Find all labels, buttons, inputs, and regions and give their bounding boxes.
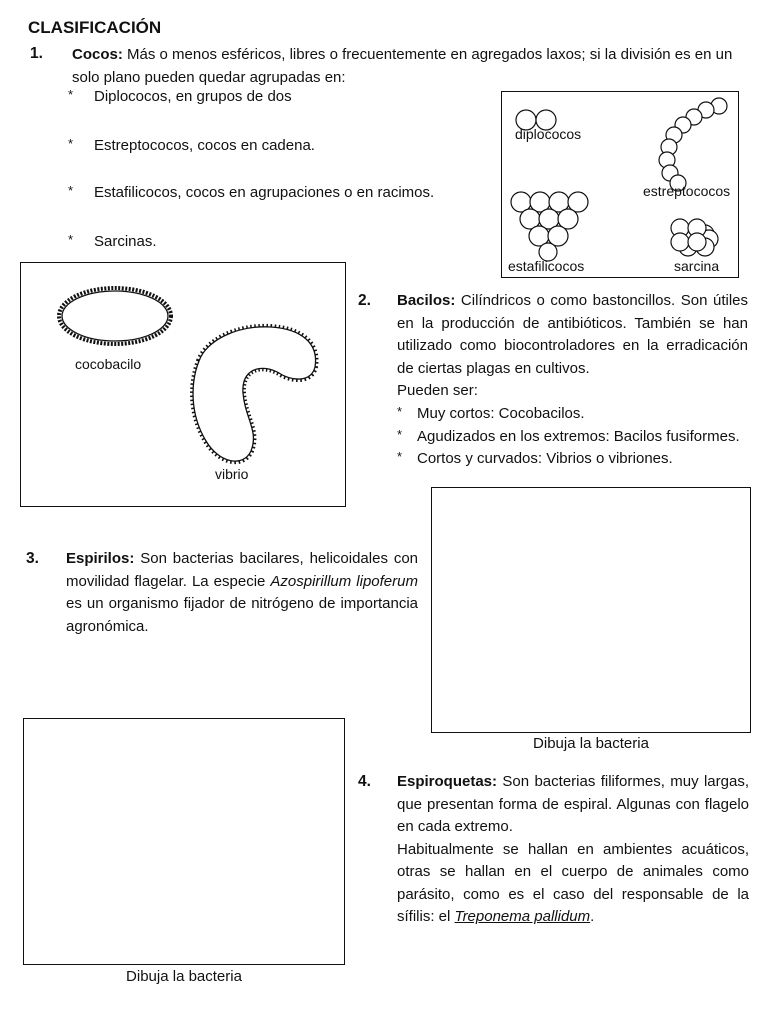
bullet-marker: * <box>397 404 403 419</box>
bullet-marker: * <box>68 183 74 198</box>
bullet-marker: * <box>397 449 403 464</box>
section-1-number: 1. <box>30 45 43 62</box>
label-estreptococos: estreptococos <box>643 183 731 199</box>
label-estafilicocos: estafilicocos <box>508 258 585 274</box>
bacilos-illustration <box>21 263 345 506</box>
bullet-text: Estreptococos, cocos en cadena. <box>94 136 315 154</box>
page-title: CLASIFICACIÓN <box>28 18 162 37</box>
drawing-box-espirilos[interactable] <box>431 487 751 733</box>
section-4-species: Treponema pallidum <box>454 908 591 925</box>
section-3-species: Azospirillum lipoferum <box>270 572 418 590</box>
bullet-marker: * <box>68 231 74 247</box>
label-cocobacilo: cocobacilo <box>75 356 142 372</box>
section-3-text-a: Son bacterias bacilares, helicoidales con movilidad flagelar. La especie <box>66 550 418 590</box>
section-4-para-b <box>397 839 749 929</box>
label-vibrio: vibrio <box>215 466 249 482</box>
bacilos-figure <box>20 262 346 507</box>
bullet-estafilicocos <box>68 182 488 205</box>
caption-espirilos: Dibuja la bacteria <box>533 735 649 752</box>
bullet-text: Agudizados en los extremos: Bacilos fusiformes. <box>417 427 740 445</box>
bullet-text: Diplococos, en grupos de dos <box>94 88 292 105</box>
section-4-body <box>397 771 749 929</box>
bullet-text: Estafilicocos, cocos en agrupaciones o en racimos. <box>94 184 435 201</box>
section-4-end: . <box>590 908 595 925</box>
section-2-number: 2. <box>358 292 371 309</box>
bullet-estreptococos <box>68 135 488 158</box>
bullet-sarcinas <box>68 231 488 254</box>
bullet-text: Muy cortos: Cocobacilos. <box>417 405 585 422</box>
section-2-pueden: Pueden ser: <box>397 382 478 399</box>
section-3-number: 3. <box>26 550 39 567</box>
section-3-heading: Espirilos: <box>66 550 135 567</box>
bullet-cocobacilos <box>397 403 757 426</box>
bullet-marker: * <box>397 426 403 442</box>
section-2-text: Cilíndricos o como bastoncillos. Son útiles en la producción de antibióticos. También se han utilizado como biocontroladores en la erradicación de ciertas plagas en cultivos. <box>397 292 748 377</box>
section-1-intro <box>72 44 748 89</box>
section-4-text-b: Habitualmente se hallan en ambientes acuáticos, otras se hallan en el cuerpo de animales como parásito, como es el caso del responsable de la sífilis: el <box>397 840 749 925</box>
bullet-marker: * <box>68 87 74 102</box>
section-4-heading: Espiroquetas: <box>397 773 498 790</box>
section-2-heading: Bacilos: <box>397 292 456 309</box>
section-3-body <box>66 548 418 638</box>
section-4-number: 4. <box>358 773 371 790</box>
section-1-heading: Cocos: <box>72 46 123 63</box>
bullet-fusiformes <box>397 426 757 449</box>
bullet-vibrios <box>397 448 757 471</box>
section-1-bullets <box>68 86 488 253</box>
section-4-text-a: Son bacterias filiformes, muy largas, que presentan forma de espiral. Algunas con flagelo en cada extremo. <box>397 773 749 835</box>
bullet-text: Cortos y curvados: Vibrios o vibriones. <box>417 450 673 467</box>
bullet-marker: * <box>68 135 74 151</box>
label-sarcina: sarcina <box>674 258 720 274</box>
drawing-box-espiroquetas[interactable] <box>23 718 345 965</box>
section-2-body <box>397 290 748 380</box>
section-2-bullets <box>397 403 757 471</box>
label-diplococos: diplococos <box>515 126 582 142</box>
bullet-diplococos <box>68 86 488 109</box>
section-1-text: Más o menos esféricos, libres o frecuentemente en agregados laxos; si la división es en un solo plano pueden quedar agrupadas en: <box>72 46 733 86</box>
bullet-text: Sarcinas. <box>94 232 157 250</box>
cocos-figure <box>501 91 739 278</box>
section-3-text-b: es un organismo fijador de nitrógeno de importancia agronómica. <box>66 595 418 635</box>
section-4-para-a <box>397 771 749 839</box>
caption-espiroquetas: Dibuja la bacteria <box>126 968 242 985</box>
